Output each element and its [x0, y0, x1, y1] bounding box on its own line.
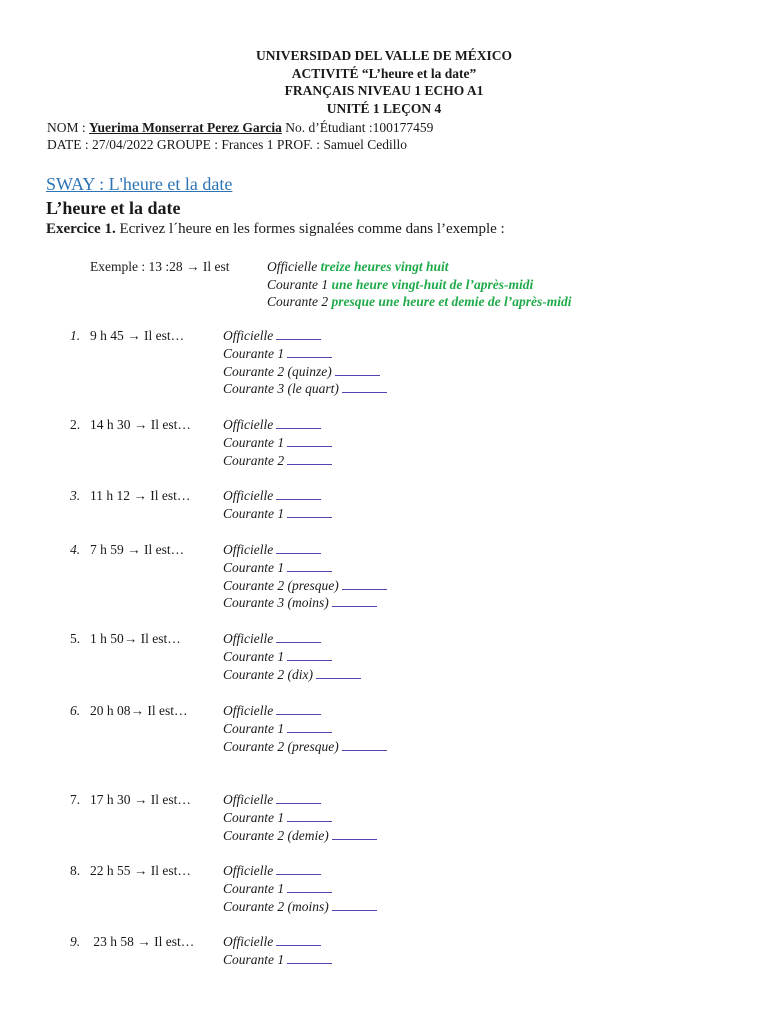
answer-blank[interactable] — [342, 380, 387, 393]
item-number: 4. — [70, 542, 81, 557]
answer-blank[interactable] — [287, 505, 332, 518]
example-question: Exemple : 13 :28 → Il est — [90, 259, 230, 274]
course-level: FRANÇAIS NIVEAU 1 ECHO A1 — [284, 83, 484, 98]
answer-blank[interactable] — [287, 809, 332, 822]
form-label: Courante 1 — [223, 505, 285, 521]
item-time: 23 h 58 → Il est… — [90, 934, 195, 949]
item-question — [70, 630, 181, 648]
form-label: Courante 1 — [223, 720, 285, 736]
form-label: Officielle — [223, 328, 274, 343]
item-time: 20 h 08→ Il est… — [90, 703, 188, 718]
answer-blank[interactable] — [276, 933, 321, 946]
answer-blank[interactable] — [316, 666, 361, 679]
example-form-line: Courante 2 presque une heure et demie de l’après-midi — [267, 294, 572, 309]
answer-blank[interactable] — [335, 363, 380, 376]
answer-blank[interactable] — [276, 327, 321, 340]
item-time: 14 h 30 → Il est… — [90, 417, 191, 432]
unit-lesson: UNITÉ 1 LEÇON 4 — [326, 100, 442, 116]
answer-blank[interactable] — [332, 594, 377, 607]
answer-blank[interactable] — [276, 541, 321, 554]
item-number: 1. — [70, 328, 81, 343]
exercise-text: Ecrivez l´heure en les formes signalées comme dans l’exemple : — [115, 221, 505, 237]
form-label: Officielle — [223, 488, 274, 503]
item-question — [70, 487, 190, 505]
item-forms — [223, 630, 361, 683]
item-time: 11 h 12 → Il est… — [90, 488, 191, 503]
item-time: 7 h 59 → Il est… — [90, 542, 185, 557]
item-forms — [223, 416, 332, 469]
form-label: Courante 2 — [223, 452, 285, 468]
item-question — [70, 933, 194, 951]
item-question — [70, 541, 184, 559]
form-label: Officielle — [223, 417, 274, 432]
item-question — [70, 327, 184, 345]
item-question — [70, 862, 191, 880]
form-label: Courante 2 (moins) — [223, 898, 329, 914]
exercise-instruction — [46, 221, 505, 238]
form-label: Officielle — [223, 631, 274, 646]
item-forms — [223, 541, 387, 612]
example-forms — [267, 258, 572, 311]
form-label: Courante 1 — [223, 809, 285, 825]
answer-blank[interactable] — [276, 630, 321, 643]
item-forms — [223, 791, 377, 844]
form-label: Courante 2 (presque) — [223, 577, 339, 593]
example-answer: treize heures vingt huit — [320, 259, 449, 274]
university-name: UNIVERSIDAD DEL VALLE DE MÉXICO — [255, 48, 513, 63]
answer-blank[interactable] — [287, 720, 332, 733]
form-label: Courante 1 — [223, 434, 285, 450]
sway-link[interactable]: SWAY : L'heure et la date — [46, 174, 233, 194]
nom-label: NOM : — [47, 120, 90, 135]
answer-blank[interactable] — [287, 559, 332, 572]
form-label: Courante 2 (demie) — [223, 827, 329, 843]
section-title: L’heure et la date — [46, 198, 181, 218]
item-number: 8. — [70, 863, 81, 878]
student-name: Yuerima Monserrat Perez Garcia — [89, 120, 282, 135]
form-label: Courante 1 — [223, 559, 285, 575]
form-label: Courante 2 (presque) — [223, 738, 339, 754]
answer-blank[interactable] — [287, 951, 332, 964]
answer-blank[interactable] — [276, 862, 321, 875]
answer-blank[interactable] — [276, 702, 321, 715]
example-answer: une heure vingt-huit de l’après-midi — [331, 276, 534, 292]
form-label: Courante 3 (moins) — [223, 595, 329, 611]
item-time: 22 h 55 → Il est… — [90, 863, 191, 878]
item-number: 5. — [70, 631, 81, 646]
example-answer: presque une heure et demie de l’après-midi — [331, 294, 572, 309]
item-question — [70, 702, 188, 720]
item-time: 9 h 45 → Il est… — [90, 328, 185, 343]
form-label: Courante 1 — [223, 951, 285, 967]
activity-title: ACTIVITÉ “L’heure et la date” — [291, 65, 477, 81]
item-number: 2. — [70, 417, 81, 432]
form-label: Officielle — [223, 703, 274, 718]
form-label: Courante 3 (le quart) — [223, 381, 339, 397]
answer-blank[interactable] — [342, 577, 387, 590]
item-forms — [223, 933, 332, 969]
date-line: DATE : 27/04/2022 GROUPE : Frances 1 PROF. : Samuel Cedillo — [47, 137, 408, 152]
item-time: 1 h 50→ Il est… — [90, 631, 181, 646]
exercise-label: Exercice 1. — [46, 221, 116, 237]
form-label: Officielle — [223, 542, 274, 557]
item-forms — [223, 327, 387, 398]
answer-blank[interactable] — [287, 648, 332, 661]
student-info-line — [47, 119, 433, 136]
item-number: 3. — [70, 488, 81, 503]
form-label: Courante 1 — [223, 880, 285, 896]
item-number: 7. — [70, 792, 81, 807]
item-number: 6. — [70, 703, 81, 718]
form-label: Courante 1 — [223, 345, 285, 361]
answer-blank[interactable] — [287, 434, 332, 447]
answer-blank[interactable] — [276, 416, 321, 429]
answer-blank[interactable] — [332, 898, 377, 911]
item-forms — [223, 487, 332, 523]
student-number-label: No. d’Étudiant : — [281, 120, 373, 135]
item-question — [70, 791, 191, 809]
student-number: 100177459 — [372, 120, 434, 135]
item-forms — [223, 702, 387, 755]
form-label: Officielle — [223, 863, 274, 878]
form-label: Courante 2 (quinze) — [223, 363, 332, 379]
answer-blank[interactable] — [287, 345, 332, 358]
form-label: Courante 1 — [223, 648, 285, 664]
example-form-line: Courante 1 une heure vingt-huit de l’après-midi — [267, 276, 534, 292]
answer-blank[interactable] — [287, 880, 332, 893]
answer-blank[interactable] — [332, 827, 377, 840]
answer-blank[interactable] — [342, 738, 387, 751]
example-form-line: Officielle treize heures vingt huit — [267, 259, 449, 274]
form-label: Officielle — [223, 792, 274, 807]
answer-blank[interactable] — [287, 452, 332, 465]
form-label: Officielle — [223, 934, 274, 949]
item-question — [70, 416, 191, 434]
answer-blank[interactable] — [276, 791, 321, 804]
item-forms — [223, 862, 377, 915]
form-label: Courante 2 (dix) — [223, 666, 313, 682]
item-number: 9. — [70, 934, 81, 949]
document-header — [0, 47, 768, 117]
item-time: 17 h 30 → Il est… — [90, 792, 191, 807]
answer-blank[interactable] — [276, 487, 321, 500]
